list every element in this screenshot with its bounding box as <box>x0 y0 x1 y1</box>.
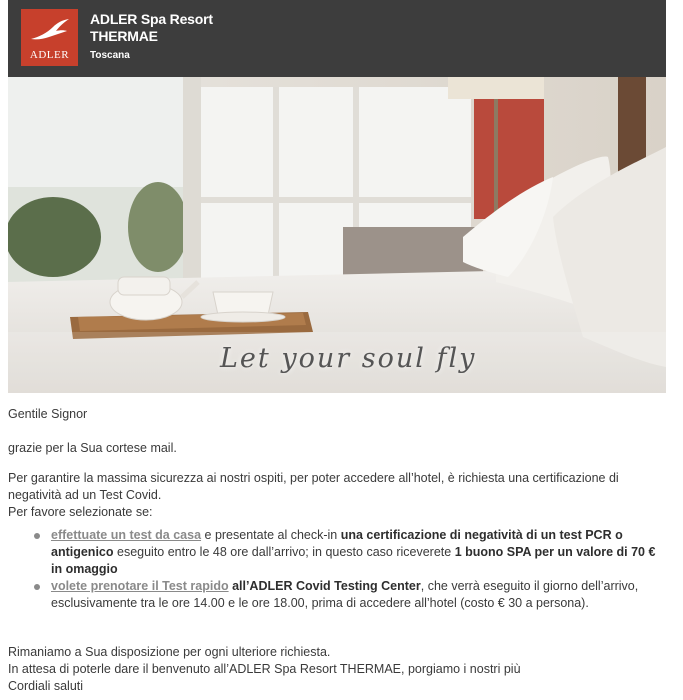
option1-text-1: e presentate al check-in <box>201 528 341 542</box>
option1-bold-2: 1 buono SPA per un valore di 70 € in omaggio <box>51 545 656 576</box>
thanks-line: grazie per la Sua cortese mail. <box>8 441 177 455</box>
eagle-icon <box>29 17 71 45</box>
email-header <box>8 0 666 77</box>
rapid-test-link[interactable]: volete prenotare il Test rapido <box>51 579 229 593</box>
option2-text-1: , che verrà eseguito il giorno dell’arrivo, esclusivamente tra le ore 14.00 e le ore 18.00, prima di accedere all’hotel (costo € 30 a persona). <box>51 579 639 610</box>
select-prompt: Per favore selezionate se: <box>8 505 153 519</box>
adler-logo[interactable] <box>21 9 78 66</box>
option1-bold-1: una certificazione di negatività di un test PCR o antigenico <box>51 528 623 559</box>
option2-bold-1: all’ADLER Covid Testing Center <box>228 579 421 593</box>
requirement-paragraph <box>8 470 619 504</box>
logo-text: ADLER <box>29 49 70 61</box>
option-home-test <box>34 527 664 578</box>
options-list <box>34 527 664 612</box>
home-test-link[interactable]: effettuate un test da casa <box>51 528 202 542</box>
requirement-line-2: negatività ad un Test Covid. <box>8 488 162 502</box>
hero-tagline: Let your soul fly <box>220 343 477 374</box>
bullet-icon <box>34 533 40 539</box>
bullet-icon <box>34 584 40 590</box>
closing-line-2: In attesa di poterle dare il benvenuto all’ADLER Spa Resort THERMAE, porgiamo i nostri più <box>8 662 521 676</box>
brand-block <box>90 11 213 61</box>
closing-line-1: Rimaniamo a Sua disposizione per ogni ulteriore richiesta. <box>8 645 331 659</box>
hero-image <box>8 77 666 393</box>
requirement-line-1: Per garantire la massima sicurezza ai nostri ospiti, per poter accedere all’hotel, è richiesta una certificazione di <box>8 471 619 485</box>
closing-line-3: Cordiali saluti <box>8 679 84 693</box>
brand-subname: THERMAE <box>90 28 158 44</box>
brand-name: ADLER Spa Resort <box>90 11 213 27</box>
brand-location: Toscana <box>90 50 130 61</box>
greeting: Gentile Signor <box>8 407 88 421</box>
closing-paragraph <box>8 644 521 695</box>
option1-text-2: eseguito entro le 48 ore dall’arrivo; in questo caso riceverete <box>113 545 455 559</box>
option-rapid-test <box>34 578 664 612</box>
